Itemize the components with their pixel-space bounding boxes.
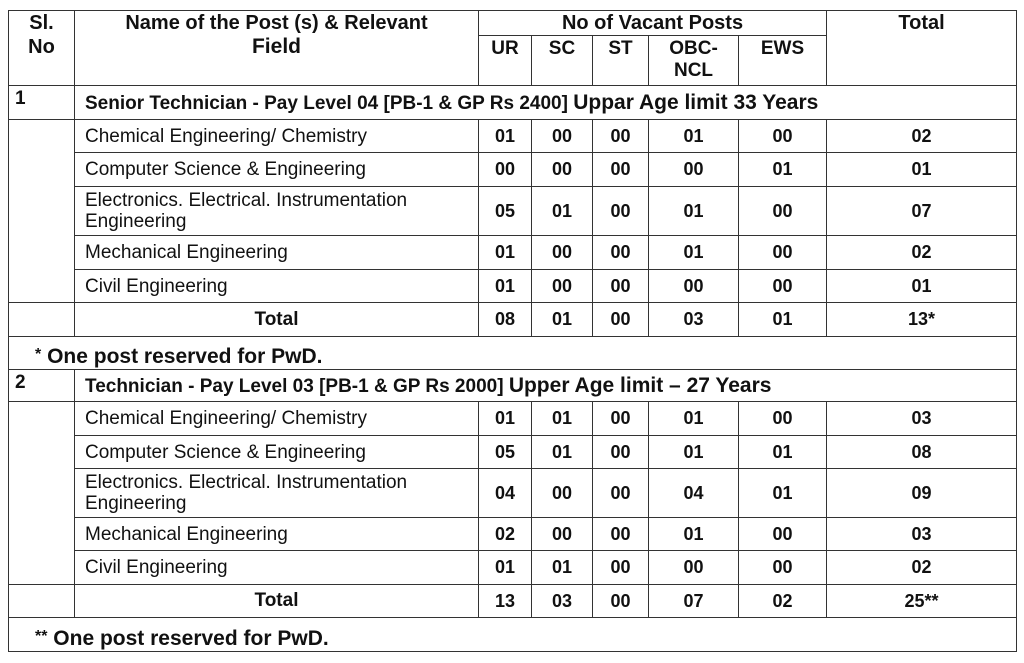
field-name: Mechanical Engineering bbox=[75, 518, 479, 551]
cell-st: 00 bbox=[593, 402, 649, 436]
cell-ews: 01 bbox=[739, 153, 827, 187]
header-st: ST bbox=[593, 36, 649, 86]
field-name-line2: Engineering bbox=[85, 493, 187, 514]
total-sc: 01 bbox=[532, 303, 593, 337]
section-sl-no: 1 bbox=[9, 86, 75, 120]
sl-no-spacer bbox=[9, 402, 75, 585]
cell-sc: 00 bbox=[532, 153, 593, 187]
cell-total: 01 bbox=[827, 270, 1017, 303]
total-ur: 13 bbox=[479, 585, 532, 618]
cell-total: 03 bbox=[827, 402, 1017, 436]
total-st: 00 bbox=[593, 303, 649, 337]
sl-no-spacer bbox=[9, 303, 75, 337]
header-row-1 bbox=[9, 11, 1017, 36]
cell-ews: 00 bbox=[739, 187, 827, 236]
section-sl-no: 2 bbox=[9, 370, 75, 402]
cell-ur: 01 bbox=[479, 551, 532, 585]
header-total: Total bbox=[827, 11, 1017, 86]
total-row bbox=[9, 303, 1017, 337]
header-obc-line2: NCL bbox=[673, 60, 714, 81]
table-row bbox=[9, 551, 1017, 585]
field-name-line2: Engineering bbox=[85, 211, 187, 232]
cell-ur: 01 bbox=[479, 402, 532, 436]
section-title-part2: Upper Age limit – 27 Years bbox=[508, 373, 772, 397]
table-row bbox=[9, 402, 1017, 436]
cell-sc: 01 bbox=[532, 551, 593, 585]
field-name: Computer Science & Engineering bbox=[75, 153, 479, 187]
cell-ur: 04 bbox=[479, 469, 532, 518]
cell-obc: 01 bbox=[649, 120, 739, 153]
cell-sc: 00 bbox=[532, 236, 593, 270]
cell-obc: 01 bbox=[649, 518, 739, 551]
header-ur: UR bbox=[479, 36, 532, 86]
cell-obc: 00 bbox=[649, 270, 739, 303]
table-row bbox=[9, 187, 1017, 236]
header-sl-no-line2: No bbox=[28, 36, 55, 58]
cell-st: 00 bbox=[593, 551, 649, 585]
cell-st: 00 bbox=[593, 518, 649, 551]
header-ews: EWS bbox=[739, 36, 827, 86]
section-header-row bbox=[9, 86, 1017, 120]
cell-total: 08 bbox=[827, 436, 1017, 469]
table-row bbox=[9, 469, 1017, 518]
header-obc-line1: OBC- bbox=[669, 38, 718, 59]
cell-obc: 01 bbox=[649, 436, 739, 469]
cell-total: 07 bbox=[827, 187, 1017, 236]
footnote bbox=[9, 337, 1017, 370]
cell-ews: 01 bbox=[739, 436, 827, 469]
cell-ews: 00 bbox=[739, 270, 827, 303]
cell-sc: 01 bbox=[532, 402, 593, 436]
total-ews: 02 bbox=[739, 585, 827, 618]
field-name-line1: Electronics. Electrical. Instrumentation bbox=[85, 190, 408, 211]
cell-st: 00 bbox=[593, 120, 649, 153]
table-row bbox=[9, 120, 1017, 153]
footnote-text: One post reserved for PwD. bbox=[47, 627, 329, 650]
cell-total: 02 bbox=[827, 120, 1017, 153]
cell-ur: 05 bbox=[479, 436, 532, 469]
footnote-text: One post reserved for PwD. bbox=[41, 345, 323, 368]
cell-ews: 01 bbox=[739, 469, 827, 518]
total-sc: 03 bbox=[532, 585, 593, 618]
cell-st: 00 bbox=[593, 436, 649, 469]
field-name-line1: Electronics. Electrical. Instrumentation bbox=[85, 472, 408, 493]
cell-ews: 00 bbox=[739, 402, 827, 436]
footnote bbox=[9, 618, 1017, 652]
header-post-name-line1: Name of the Post (s) & Relevant bbox=[125, 12, 428, 34]
section-title bbox=[75, 370, 1017, 402]
cell-total: 01 bbox=[827, 153, 1017, 187]
section-title-part2: Uppar Age limit 33 Years bbox=[573, 90, 819, 114]
field-name bbox=[75, 469, 479, 518]
field-name: Civil Engineering bbox=[75, 551, 479, 585]
cell-st: 00 bbox=[593, 187, 649, 236]
cell-sc: 00 bbox=[532, 270, 593, 303]
total-row bbox=[9, 585, 1017, 618]
total-obc: 07 bbox=[649, 585, 739, 618]
field-name: Mechanical Engineering bbox=[75, 236, 479, 270]
cell-st: 00 bbox=[593, 236, 649, 270]
cell-ur: 02 bbox=[479, 518, 532, 551]
cell-ur: 01 bbox=[479, 270, 532, 303]
total-ews: 01 bbox=[739, 303, 827, 337]
cell-ur: 01 bbox=[479, 236, 532, 270]
section-title-part1: Technician - Pay Level 03 [PB-1 & GP Rs 2000] bbox=[85, 375, 509, 397]
section-title bbox=[75, 86, 1017, 120]
cell-ur: 05 bbox=[479, 187, 532, 236]
cell-ews: 00 bbox=[739, 236, 827, 270]
total-ur: 08 bbox=[479, 303, 532, 337]
cell-st: 00 bbox=[593, 153, 649, 187]
total-label: Total bbox=[75, 585, 479, 618]
footnote-marker: * bbox=[35, 346, 42, 363]
table-row bbox=[9, 518, 1017, 551]
cell-st: 00 bbox=[593, 469, 649, 518]
cell-sc: 01 bbox=[532, 187, 593, 236]
cell-total: 09 bbox=[827, 469, 1017, 518]
header-post-name-line2: Field bbox=[251, 35, 301, 58]
field-name: Chemical Engineering/ Chemistry bbox=[75, 120, 479, 153]
cell-st: 00 bbox=[593, 270, 649, 303]
cell-total: 02 bbox=[827, 236, 1017, 270]
section-header-row bbox=[9, 370, 1017, 402]
cell-obc: 01 bbox=[649, 402, 739, 436]
field-name: Computer Science & Engineering bbox=[75, 436, 479, 469]
footnote-row bbox=[9, 618, 1017, 652]
cell-obc: 00 bbox=[649, 153, 739, 187]
vacancy-table bbox=[8, 10, 1017, 652]
total-obc: 03 bbox=[649, 303, 739, 337]
cell-sc: 00 bbox=[532, 120, 593, 153]
total-total: 25** bbox=[827, 585, 1017, 618]
header-sc: SC bbox=[532, 36, 593, 86]
header-vacant-posts: No of Vacant Posts bbox=[479, 11, 827, 36]
cell-sc: 00 bbox=[532, 469, 593, 518]
field-name: Civil Engineering bbox=[75, 270, 479, 303]
cell-obc: 04 bbox=[649, 469, 739, 518]
field-name: Chemical Engineering/ Chemistry bbox=[75, 402, 479, 436]
cell-obc: 00 bbox=[649, 551, 739, 585]
header-obc-ncl bbox=[649, 36, 739, 86]
cell-ews: 00 bbox=[739, 551, 827, 585]
header-sl-no bbox=[9, 11, 75, 86]
table-row bbox=[9, 436, 1017, 469]
cell-sc: 00 bbox=[532, 518, 593, 551]
sl-no-spacer bbox=[9, 120, 75, 303]
table-row bbox=[9, 236, 1017, 270]
cell-ur: 01 bbox=[479, 120, 532, 153]
footnote-marker: ** bbox=[35, 628, 48, 645]
section-title-part1: Senior Technician - Pay Level 04 [PB-1 & GP Rs 2400] bbox=[85, 92, 574, 114]
cell-ews: 00 bbox=[739, 518, 827, 551]
cell-ews: 00 bbox=[739, 120, 827, 153]
table-row bbox=[9, 270, 1017, 303]
sl-no-spacer bbox=[9, 585, 75, 618]
cell-obc: 01 bbox=[649, 236, 739, 270]
header-post-name bbox=[75, 11, 479, 86]
cell-total: 02 bbox=[827, 551, 1017, 585]
cell-total: 03 bbox=[827, 518, 1017, 551]
total-total: 13* bbox=[827, 303, 1017, 337]
total-st: 00 bbox=[593, 585, 649, 618]
cell-sc: 01 bbox=[532, 436, 593, 469]
footnote-row bbox=[9, 337, 1017, 370]
table-row bbox=[9, 153, 1017, 187]
cell-ur: 00 bbox=[479, 153, 532, 187]
cell-obc: 01 bbox=[649, 187, 739, 236]
field-name bbox=[75, 187, 479, 236]
total-label: Total bbox=[75, 303, 479, 337]
header-sl-no-line1: Sl. bbox=[29, 12, 54, 34]
